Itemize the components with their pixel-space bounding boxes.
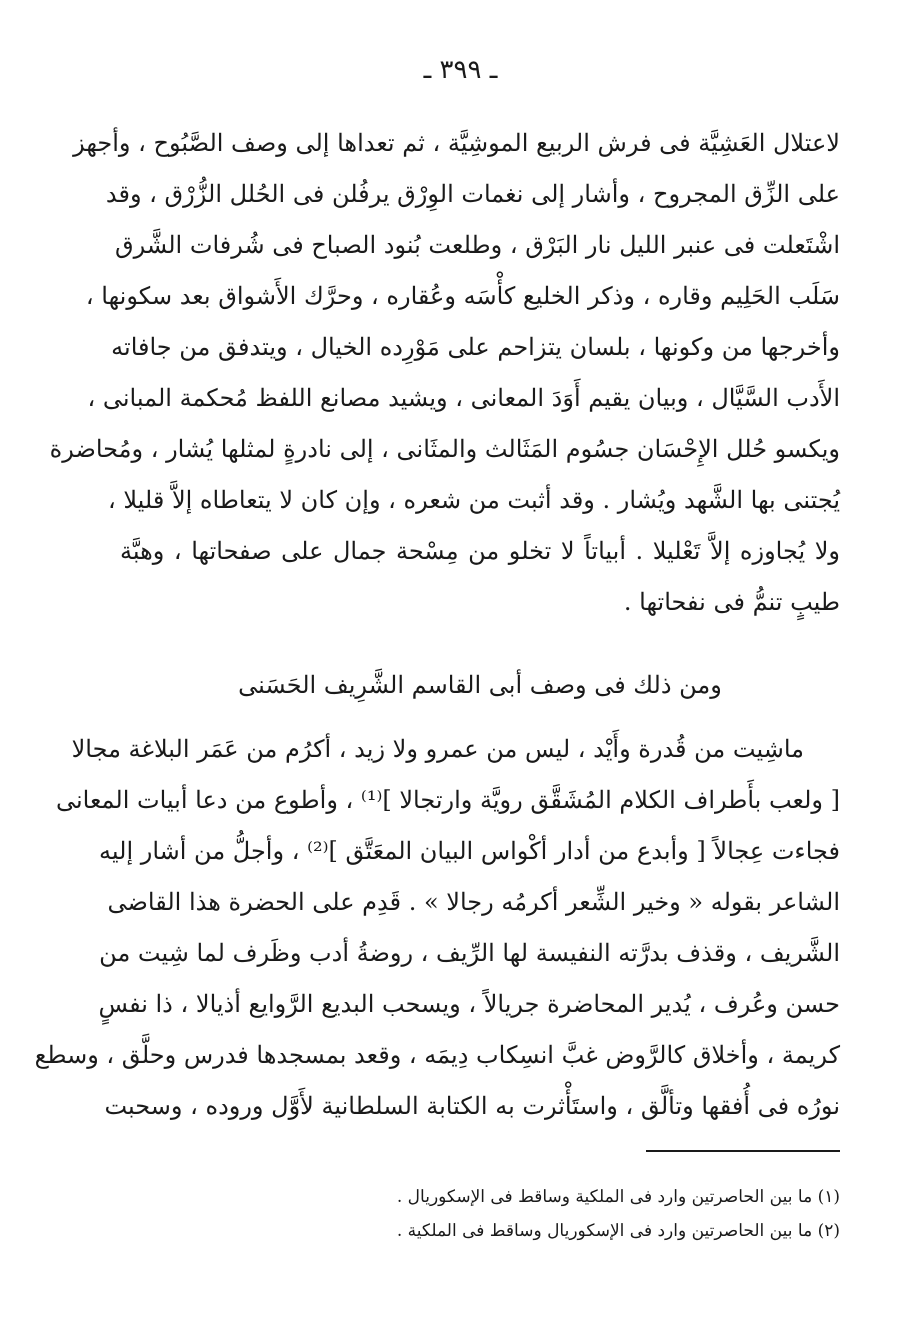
footnote-2: (٢) ما بين الحاصرتين وارد فى الإسكوريال وساقط فى الملكية . (396, 1221, 840, 1241)
text-line: الأَدب السَّيَّال ، وبيان يقيم أَوَدَ المعانى ، ويشيد مصانع اللفظ مُحكمة المبانى ، (87, 384, 840, 412)
text-line: حسن وعُرف ، يُدير المحاضرة جريالاً ، ويسحب البديع الرَّوايع أذيالا ، ذا نفسٍ (98, 990, 840, 1018)
text-line: [ ولعب بأَطراف الكلام المُشَقَّق رويَّة وارتجالا ]⁽¹⁾ ، وأطوع من دعا أبيات المعانى (55, 786, 840, 814)
text-line: يُجتنى بها الشَّهد ويُشار . وقد أثبت من شعره ، وإن كان لا يتعاطاه إلاَّ قليلا ، (107, 486, 840, 514)
footnotes (300, 1180, 840, 1248)
paragraph-1 (49, 118, 840, 628)
text-line: الشاعر بقوله « وخير الشِّعر أكرمُه رجالا » . قَدِم على الحضرة هذا القاضى (107, 888, 840, 916)
text-line: ماشِيت من قُدرة وأَيْد ، ليس من عمرو ولا زيد ، أكرُم من عَمَر البلاغة مجالا (71, 735, 804, 763)
text-line: اشْتَعلت فى عنبر الليل نار البَرْق ، وطلعت بُنود الصباح فى شُرفات الشَّرق (114, 231, 840, 259)
text-line: ولا يُجاوزه إلاَّ تَعْليلا . أبياتاً لا تخلو من مِسْحة جمال على صفحاتها ، وهبَّة (120, 537, 840, 565)
text-line: فجاءت عِجالاً [ وأبدع من أدار أكْواس البيان المعَتَّق ]⁽²⁾ ، وأجلُّ من أشار إليه (99, 837, 840, 865)
paragraph-2 (34, 724, 840, 1132)
text-line: على الزِّق المجروح ، وأشار إلى نغمات الوِرْق يرفُلن فى الحُلل الزُّرْق ، وقد (105, 180, 840, 208)
text-line: سَلَب الحَلِيم وقاره ، وذكر الخليع كأْسَه وعُقاره ، وحرَّك الأَشواق بعد سكونها ، (85, 282, 840, 310)
text-line: الشَّريف ، وقذف بدرَّته النفيسة لها الرِّيف ، روضةُ أدب وظَرف لما شِيت من (99, 939, 840, 967)
footnote-divider (646, 1150, 840, 1152)
text-line: طيبٍ تنمُّ فى نفحاتها . (623, 588, 840, 616)
text-line: ويكسو حُلل الإِحْسَان جسُوم المَثَالث والمثَانى ، إلى نادرةٍ لمثلها يُشار ، ومُحاضرة (49, 435, 840, 463)
text-line: كريمة ، وأخلاق كالرَّوض غبَّ انسِكاب دِيمَه ، وقعد بمسجدها فدرس وحلَّق ، وسطع (34, 1041, 840, 1069)
text-line: نورُه فى أُفقها وتألَّق ، واستَأْثرت به الكتابة السلطانية لأَوَّل وروده ، وسحبت (104, 1092, 840, 1120)
text-line: وأخرجها من وكونها ، بلسان يتزاحم على مَوْرِده الخيال ، ويتدفق من جافاته (111, 333, 840, 361)
page-number: ـ ٣٩٩ ـ (423, 55, 498, 85)
section-heading: ومن ذلك فى وصف أبى القاسم الشَّرِيف الحَسَنى (238, 671, 722, 699)
text-line: لاعتلال العَشِيَّة فى فرش الربيع الموشِيَّة ، ثم تعداها إلى وصف الصَّبُوح ، وأجهز (73, 129, 840, 157)
footnote-1: (١) ما بين الحاصرتين وارد فى الملكية وساقط فى الإسكوريال . (396, 1187, 840, 1207)
